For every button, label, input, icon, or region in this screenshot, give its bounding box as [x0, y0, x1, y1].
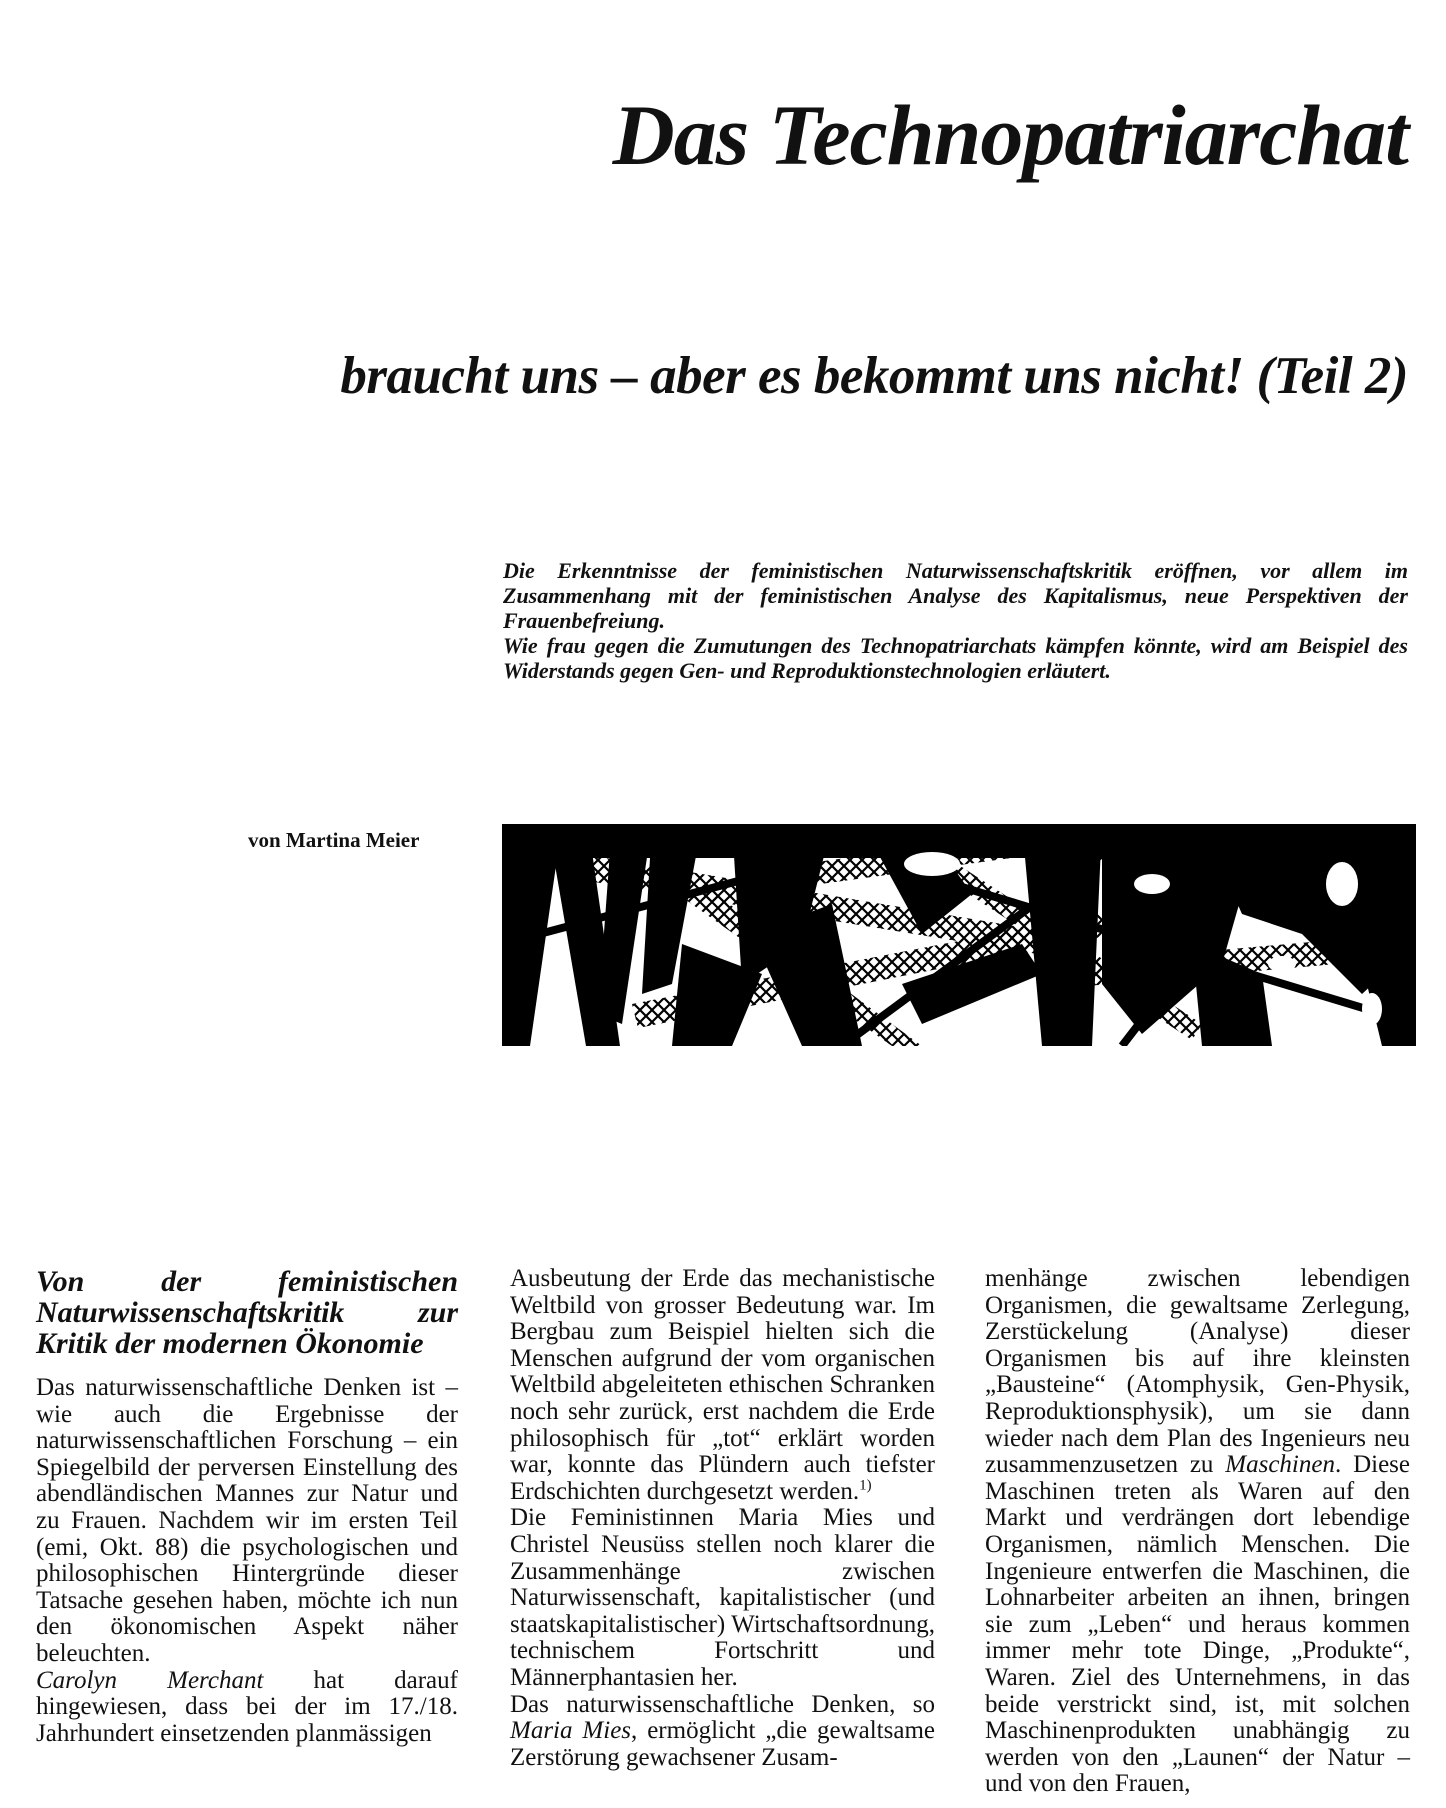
article-title: Das Technopatriarchat [612, 87, 1408, 183]
lead-paragraph-1: Die Erkenntnisse der feministischen Naturwissenschaftskritik eröffnen, vor allem im Zusammenhang mit der feministischen Analyse des Kapitalismus, neue Perspektiven der Frauenbefreiung. [503, 558, 1408, 633]
author-byline: von Martina Meier [248, 828, 420, 852]
body-text: . Diese Maschinen treten als Waren auf den Markt und verdrängen dort lebendige Organismen, nämlich Menschen. Die Ingenieure entwerfen die Maschinen, die Lohnarbeiter arbeiten an ihnen, bringen sie zum „Leben“ und heraus kommen immer mehr tote Dinge, „Produkte“, Waren. Ziel des Unternehmens, in das beide verstrickt sind, ist, mit solchen Maschinenprodukten unabhängig zu werden von den „Launen“ der Natur – und von den Frauen, [985, 1451, 1410, 1798]
body-paragraph: Das naturwissenschaftliche Denken ist – wie auch die Ergebnisse der naturwissenschaftlichen Forschung – ein Spiegelbild der perversen Einstellung des abendländischen Mannes zur Natur und zu Frauen. Nachdem wir im ersten Teil (emi, Okt. 88) die psychologischen und philosophischen Hintergründe dieser Tatsache gesehen haben, möchte ich nun den ökonomischen Aspekt näher beleuchten. [36, 1374, 458, 1667]
article-lead [503, 558, 1408, 683]
body-text: menhänge zwischen lebendigen Organismen, die gewaltsame Zerlegung, Zerstückelung (Analyse) dieser Organismen bis auf ihre kleinsten „Bausteine“ (Atomphysik, Gen-Physik, Reproduktionsphysik), um sie dann wieder nach dem Plan des Ingenieurs neu zusammenzusetzen zu [985, 1265, 1410, 1479]
footnote-marker: 1) [859, 1477, 872, 1494]
text-column-1 [36, 1266, 458, 1747]
steel-truss-photo [502, 824, 1416, 1046]
text-column-2 [510, 1266, 935, 1771]
body-paragraph [510, 1692, 935, 1772]
lead-paragraph-2: Wie frau gegen die Zumutungen des Technopatriarchats kämpfen könnte, wird am Beispiel des Widerstands gegen Gen- und Reproduktionstechnologien erläutert. [503, 633, 1408, 683]
author-name: Maria Mies [510, 1717, 632, 1745]
body-text: Ausbeutung der Erde das mechanistische Weltbild von grosser Bedeutung war. Im Bergbau zum Beispiel hielten sich die Menschen aufgrund der vom organischen Weltbild abgeleiteten ethischen Schranken noch sehr zurück, erst nachdem die Erde philosophisch für „tot“ erklärt worden war, konnte das Plündern auch tiefster Erdschichten durchgesetzt werden. [510, 1265, 935, 1505]
article-subtitle: braucht uns – aber es bekommt uns nicht! (Teil 2) [340, 347, 1408, 405]
body-paragraph [36, 1668, 458, 1748]
author-name: Carolyn Merchant [36, 1666, 264, 1694]
body-paragraph: Die Feministinnen Maria Mies und Christel Neusüss stellen noch klarer die Zusammenhänge zwischen Naturwissenschaft, kapitalistischer (und staatskapitalistischer) Wirtschaftsordnung, technischem Fortschritt und Männerphantasien her. [510, 1504, 935, 1691]
section-heading: Von der feministischen Naturwissenschaftskritik zur Kritik der modernen Ökonomie [36, 1265, 458, 1360]
emphasis-word: Maschinen [1225, 1451, 1335, 1479]
text-column-3 [985, 1266, 1410, 1798]
body-paragraph [510, 1266, 935, 1505]
body-paragraph [985, 1266, 1410, 1798]
body-text: , ermöglicht „die gewaltsame Zerstörung gewachsener Zusam- [510, 1717, 935, 1771]
body-text: hat darauf hingewiesen, dass bei der im 17./18. Jahrhundert einsetzenden planmässigen [36, 1666, 458, 1747]
body-text: Das naturwissenschaftliche Denken, so [510, 1690, 935, 1718]
